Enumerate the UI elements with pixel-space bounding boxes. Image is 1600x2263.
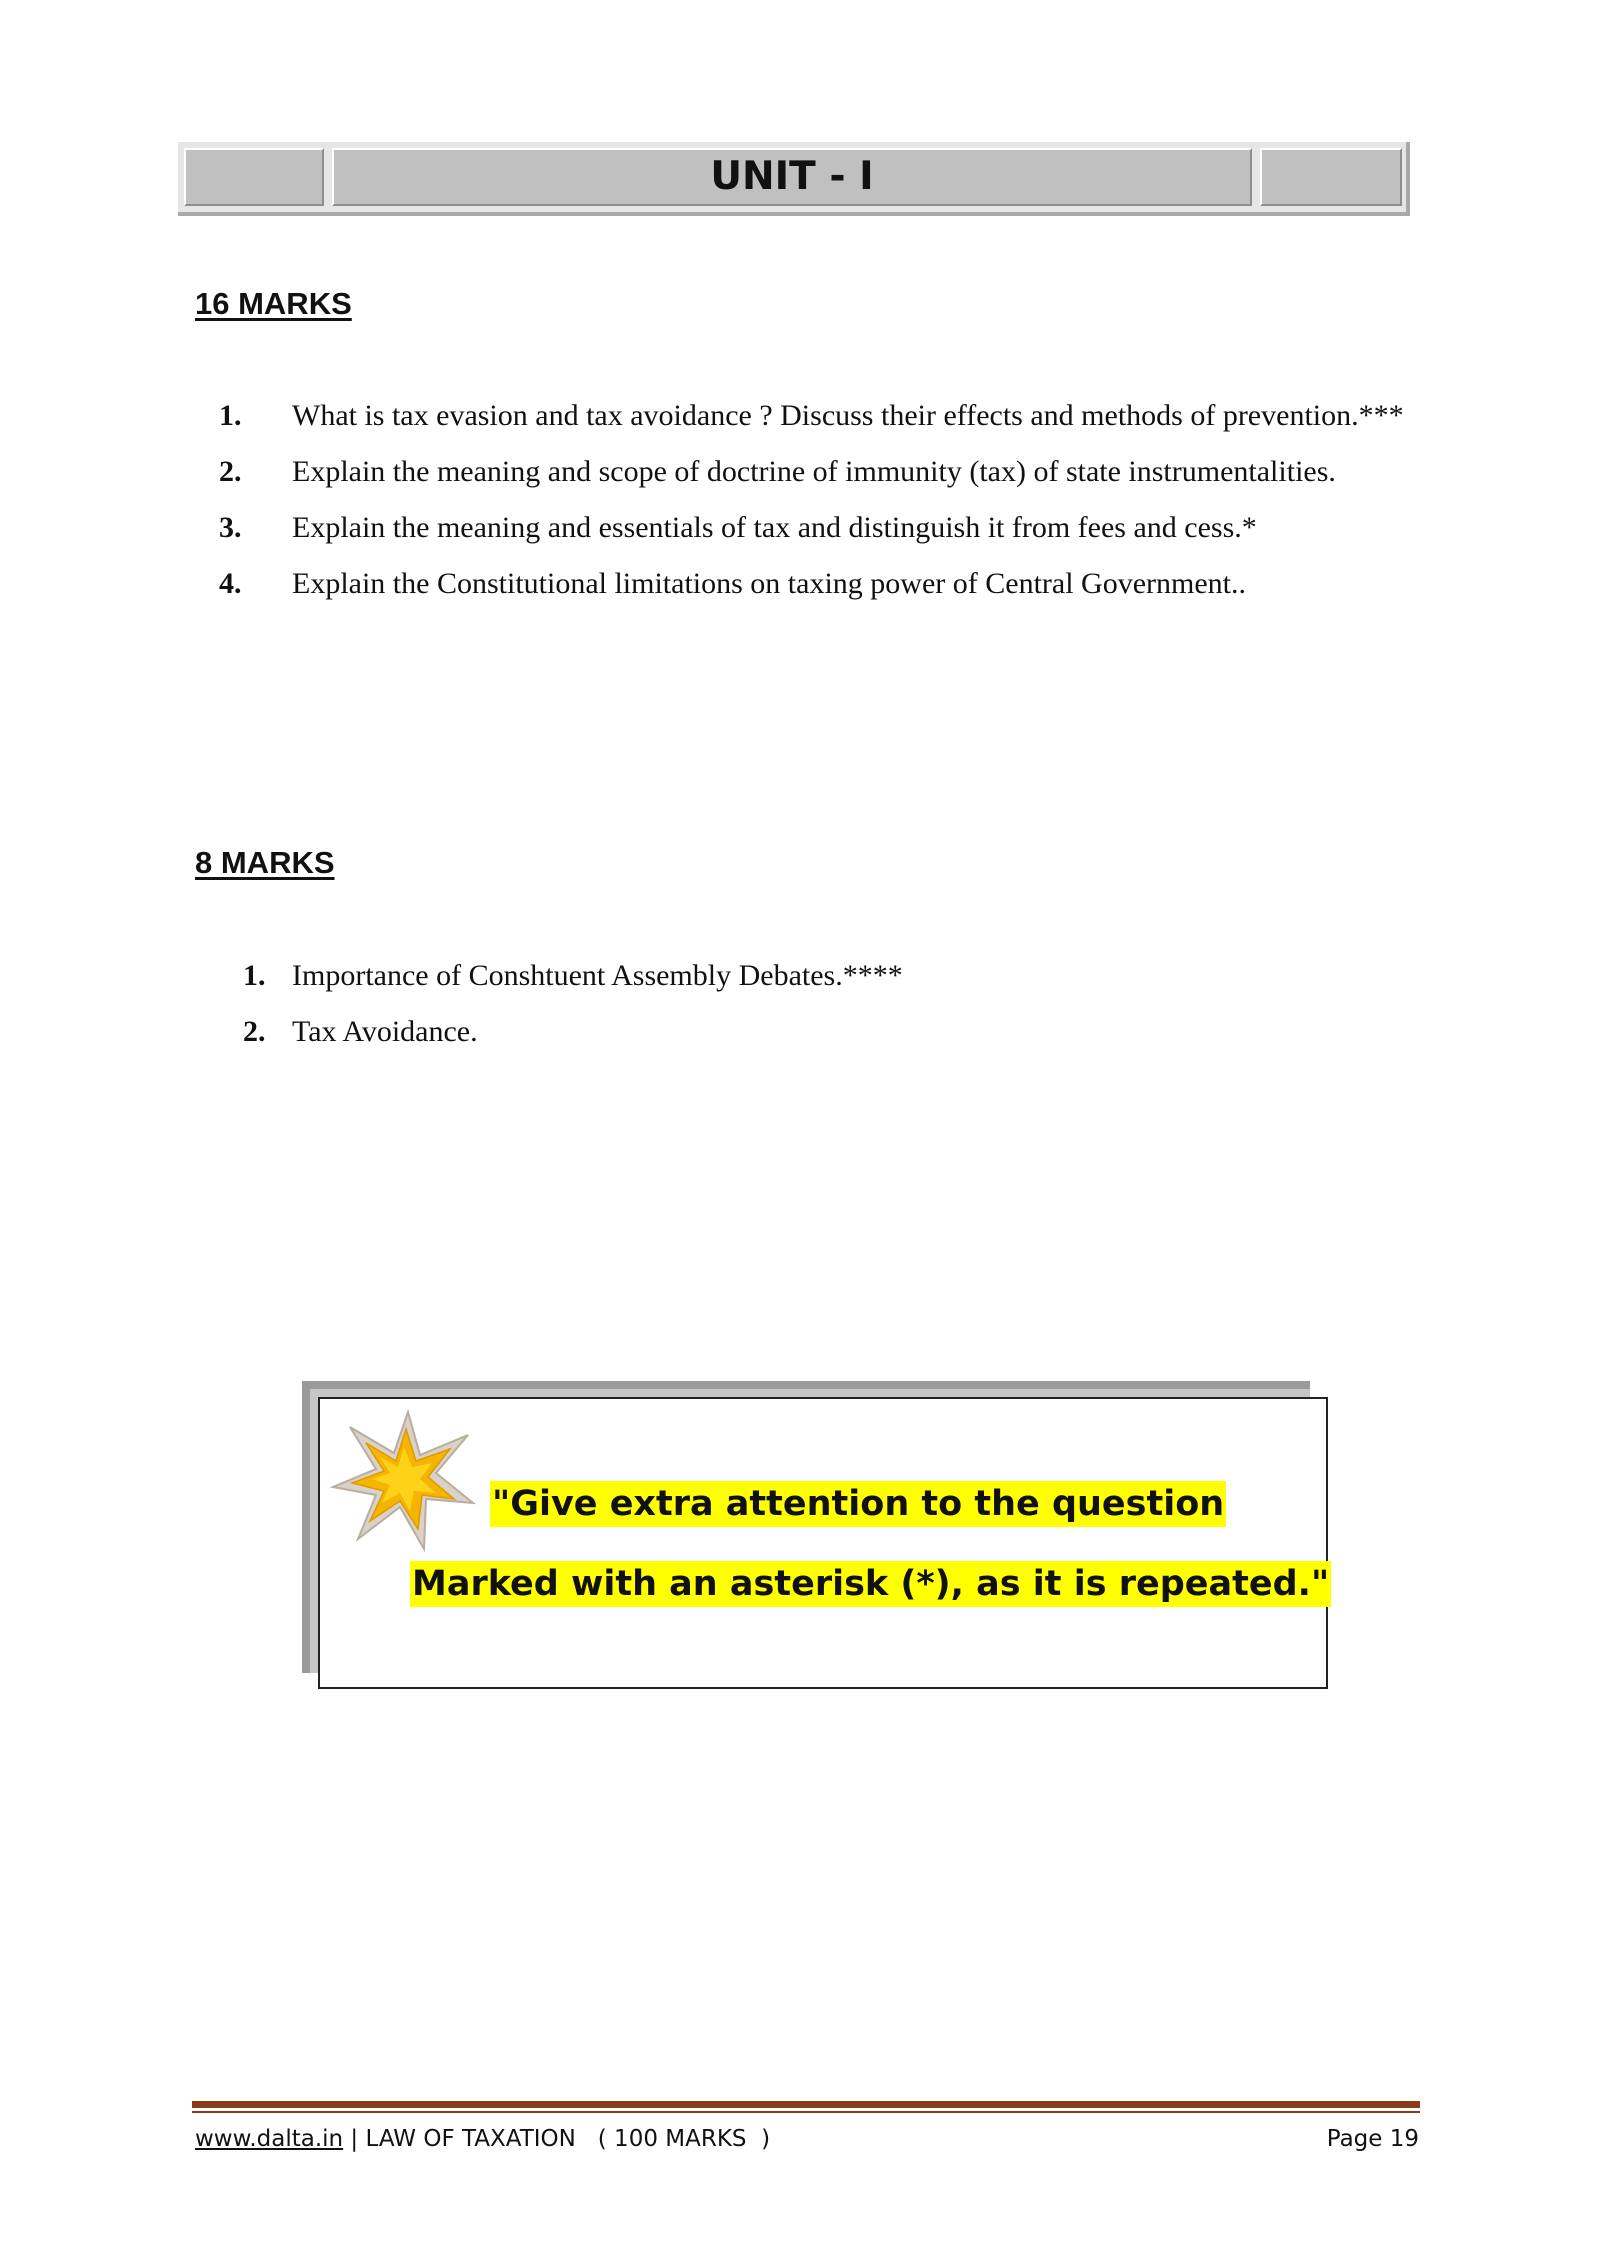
question-text: Explain the meaning and essentials of tax and distinguish it from fees and cess.* — [292, 511, 1257, 544]
question-text: Tax Avoidance. — [292, 1015, 478, 1048]
question-item — [0, 388, 1419, 444]
footer-page-number: Page 19 — [1326, 2126, 1419, 2152]
question-number: 2. — [243, 1015, 266, 1048]
footer-separator: | — [343, 2126, 366, 2152]
unit-banner — [178, 142, 1410, 216]
banner-right-cell — [1260, 148, 1402, 206]
footer-rule-thick — [192, 2101, 1420, 2108]
section-heading-8-marks: 8 MARKS — [195, 845, 335, 880]
question-item — [0, 1004, 1392, 1060]
footer-left — [195, 2119, 770, 2159]
question-item — [0, 556, 1419, 612]
footer-site-link[interactable]: www.dalta.in — [195, 2126, 344, 2152]
question-item — [0, 444, 1419, 500]
question-item — [0, 500, 1419, 556]
page-footer — [195, 2119, 1419, 2159]
question-number: 2. — [219, 455, 242, 488]
question-number: 1. — [219, 399, 242, 432]
attention-note-box — [318, 1397, 1328, 1689]
question-text: What is tax evasion and tax avoidance ? Discuss their effects and methods of prevention.*** — [292, 399, 1404, 432]
banner-left-cell — [184, 148, 324, 206]
question-list-8-marks — [0, 948, 1392, 1060]
question-text: Explain the Constitutional limitations on taxing power of Central Government.. — [292, 567, 1247, 600]
section-heading-16-marks: 16 MARKS — [195, 286, 352, 321]
question-text: Importance of Conshtuent Assembly Debates.**** — [292, 959, 903, 992]
question-item — [0, 948, 1392, 1004]
footer-subject: LAW OF TAXATION ( 100 MARKS ) — [365, 2126, 771, 2152]
starburst-icon — [328, 1407, 478, 1557]
question-list-16-marks — [0, 388, 1419, 612]
note-text-line-2: Marked with an asterisk (*), as it is repeated." — [410, 1561, 1331, 1607]
question-number: 3. — [219, 511, 242, 544]
unit-title: UNIT - I — [710, 154, 874, 199]
note-text-line-1: "Give extra attention to the question — [490, 1481, 1226, 1527]
footer-rule-thin — [192, 2111, 1420, 2113]
question-number: 1. — [243, 959, 266, 992]
question-number: 4. — [219, 567, 242, 600]
question-text: Explain the meaning and scope of doctrine of immunity (tax) of state instrumentalities. — [292, 455, 1336, 488]
